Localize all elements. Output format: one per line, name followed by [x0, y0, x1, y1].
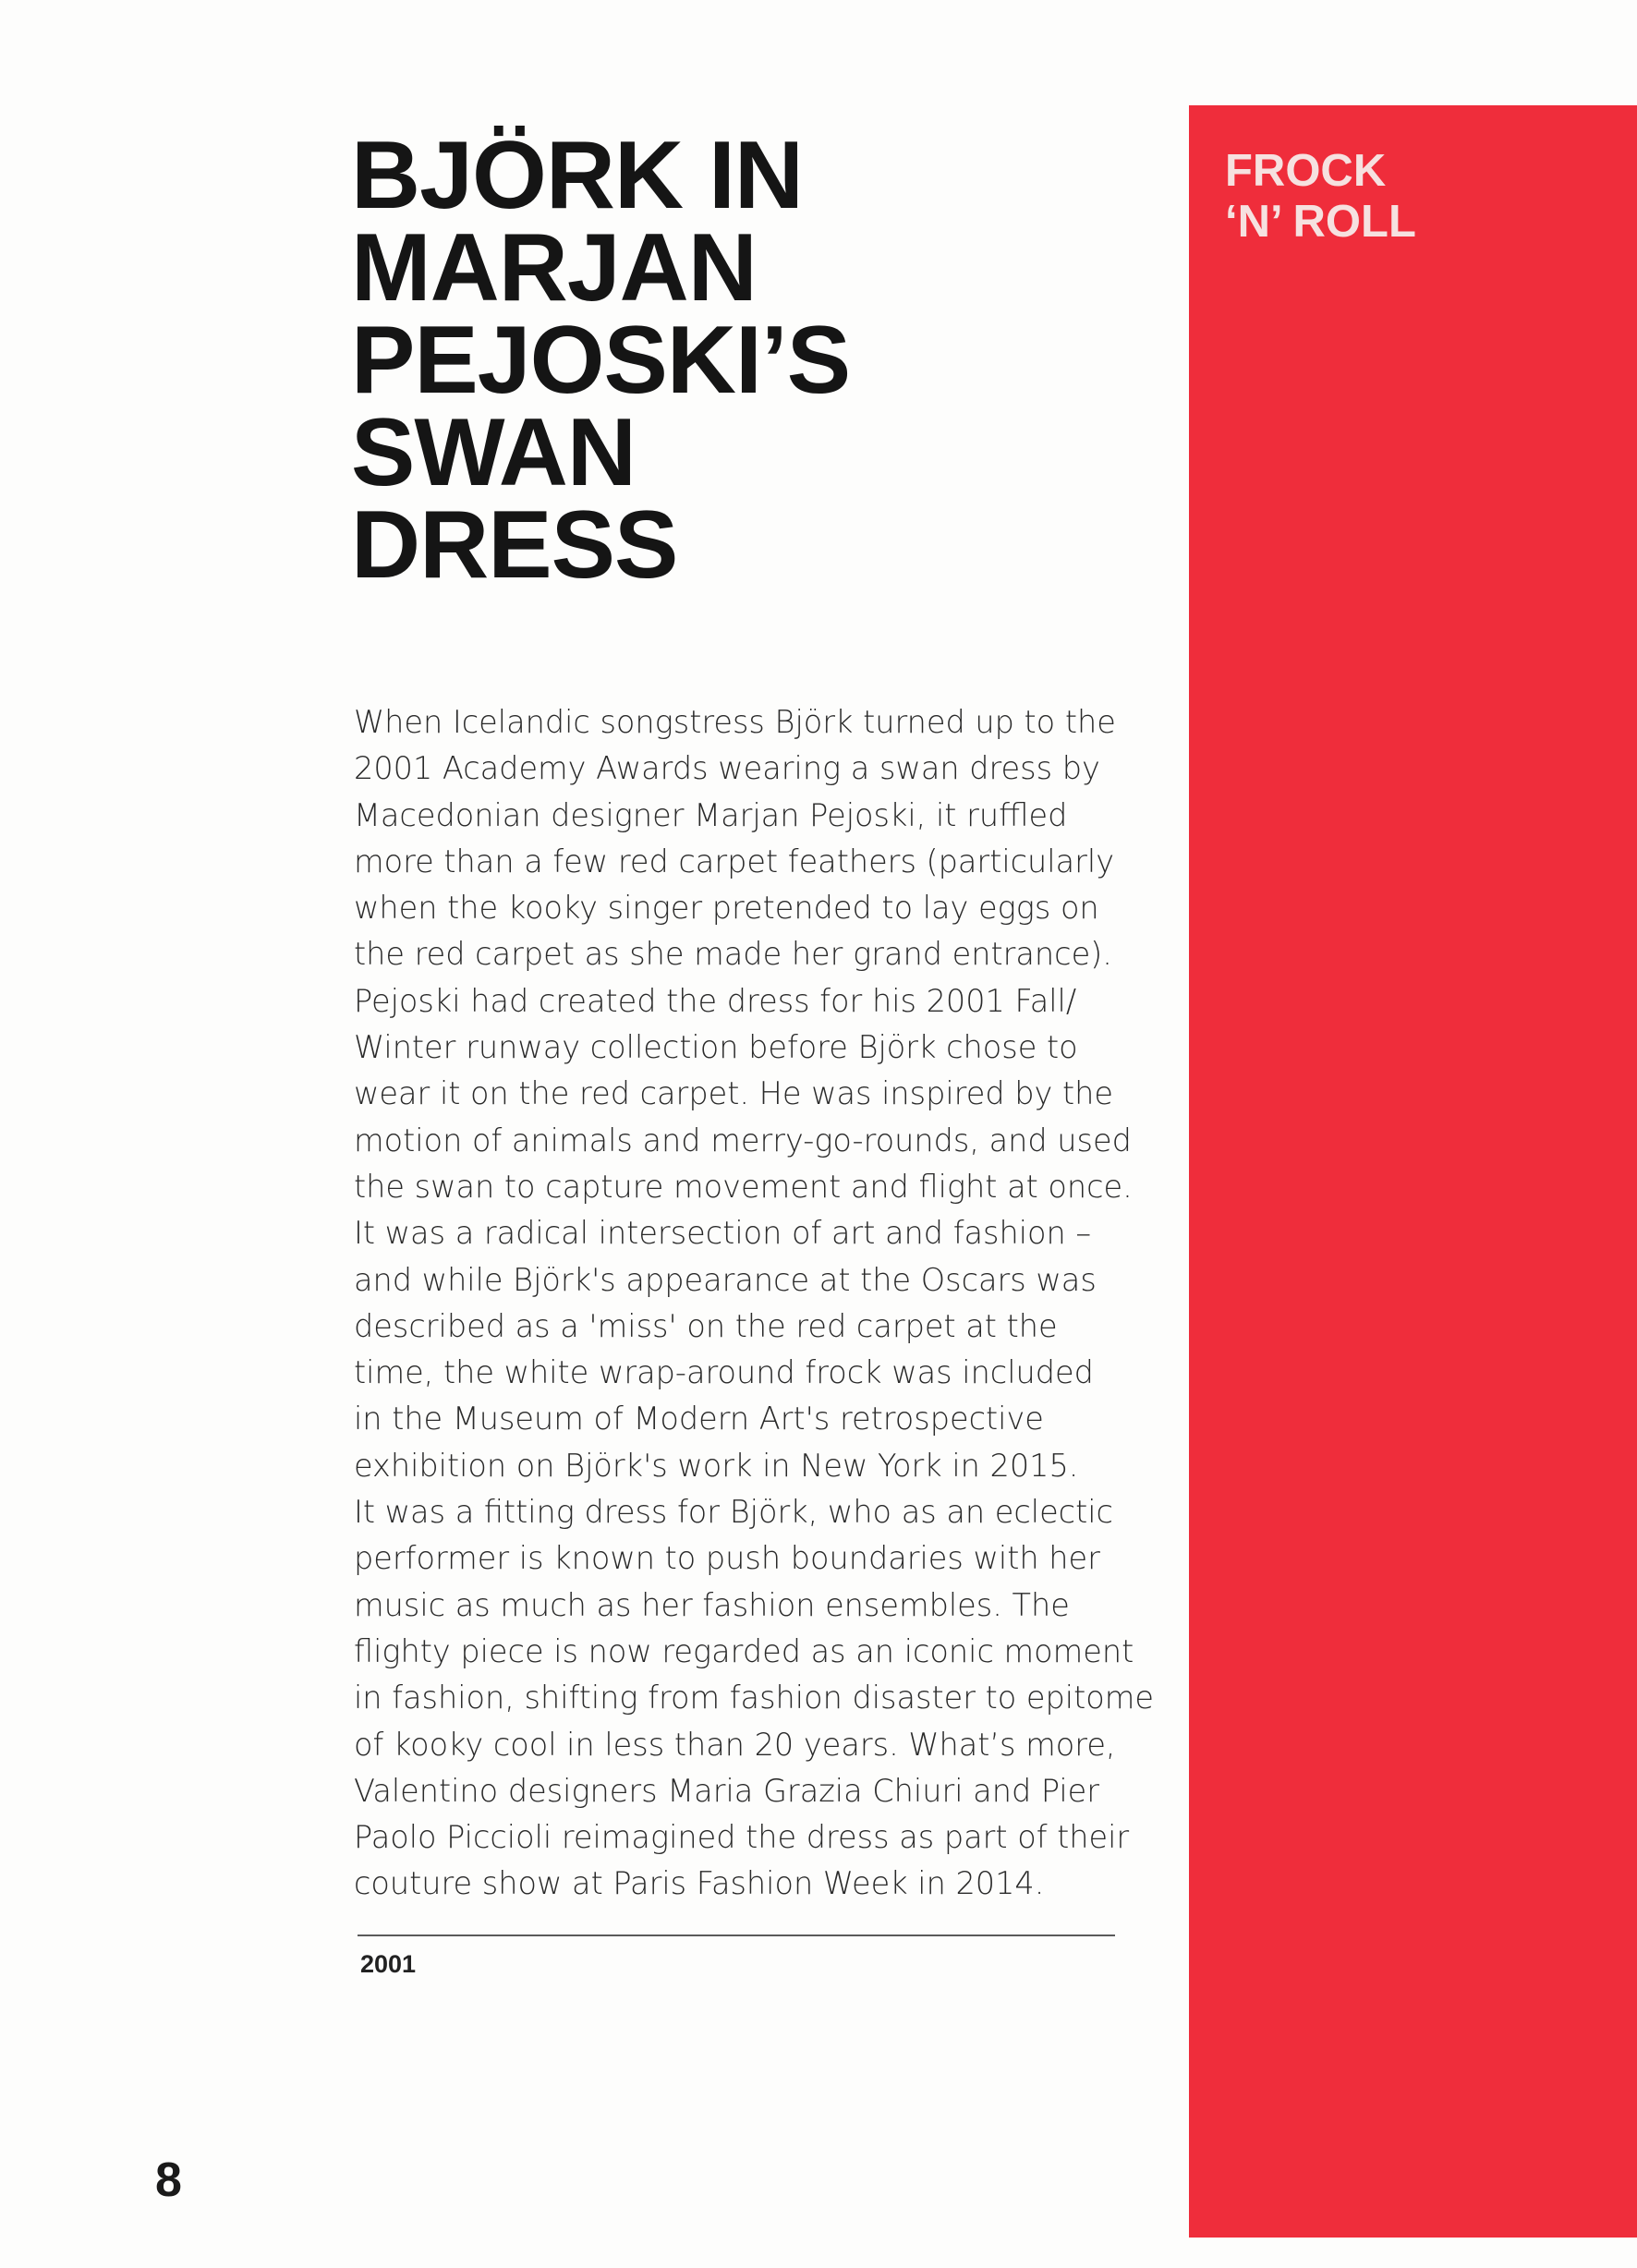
divider-rule [358, 1934, 1115, 1936]
body-line: Macedonian designer Marjan Pejoski, it ruffled [354, 796, 1068, 833]
article-headline [351, 122, 998, 599]
section-label-line: ‘N’ ROLL [1225, 197, 1416, 247]
body-line: wear it on the red carpet. He was inspired by the [354, 1075, 1113, 1112]
body-line: time, the white wrap-around frock was included [354, 1354, 1094, 1391]
headline-line: MARJAN [351, 214, 757, 321]
body-line: in the Museum of Modern Art's retrospective [354, 1401, 1044, 1437]
body-line: Winter runway collection before Björk chose to [354, 1029, 1078, 1066]
headline-line: BJÖRK IN [351, 122, 803, 229]
body-line: Pejoski had created the dress for his 2001 Fall/ [354, 982, 1077, 1019]
article-body [354, 699, 1154, 1908]
headline-line: PEJOSKI’S [351, 307, 851, 414]
body-line: It was a fitting dress for Björk, who as an eclectic [354, 1494, 1113, 1531]
section-label [1225, 146, 1416, 248]
headline-line: DRESS [351, 491, 678, 599]
section-color-panel [1189, 105, 1637, 2238]
body-line: It was a radical intersection of art and fashion – [354, 1215, 1092, 1252]
body-line: Valentino designers Maria Grazia Chiuri and Pier [354, 1772, 1100, 1809]
body-line: flighty piece is now regarded as an iconic moment [354, 1632, 1134, 1669]
body-line: the red carpet as she made her grand entrance). [354, 936, 1112, 973]
body-line: exhibition on Björk's work in New York in 2015. [354, 1447, 1079, 1484]
body-line: and while Björk's appearance at the Oscars was [354, 1261, 1097, 1298]
body-line: music as much as her fashion ensembles. The [354, 1586, 1070, 1623]
body-line: motion of animals and merry-go-rounds, and used [354, 1122, 1132, 1158]
headline-line: SWAN [351, 399, 636, 506]
body-line: when the kooky singer pretended to lay eggs on [354, 890, 1099, 927]
body-line: performer is known to push boundaries with her [354, 1540, 1100, 1577]
body-line: more than a few red carpet feathers (particularly [354, 843, 1115, 879]
body-line: described as a 'miss' on the red carpet at the [354, 1307, 1058, 1344]
section-label-line: FROCK [1225, 146, 1387, 196]
body-line: 2001 Academy Awards wearing a swan dress by [354, 750, 1100, 787]
body-line: of kooky cool in less than 20 years. What’s more, [354, 1726, 1116, 1763]
body-line: couture show at Paris Fashion Week in 2014. [354, 1865, 1045, 1902]
body-line: the swan to capture movement and flight at once. [354, 1168, 1133, 1205]
page-number: 8 [155, 2153, 182, 2207]
caption-year: 2001 [360, 1950, 417, 1978]
body-line: When Icelandic songstress Björk turned up to the [354, 704, 1116, 740]
body-line: Paolo Piccioli reimagined the dress as part of their [354, 1819, 1130, 1856]
body-line: in fashion, shifting from fashion disaster to epitome [354, 1680, 1154, 1716]
